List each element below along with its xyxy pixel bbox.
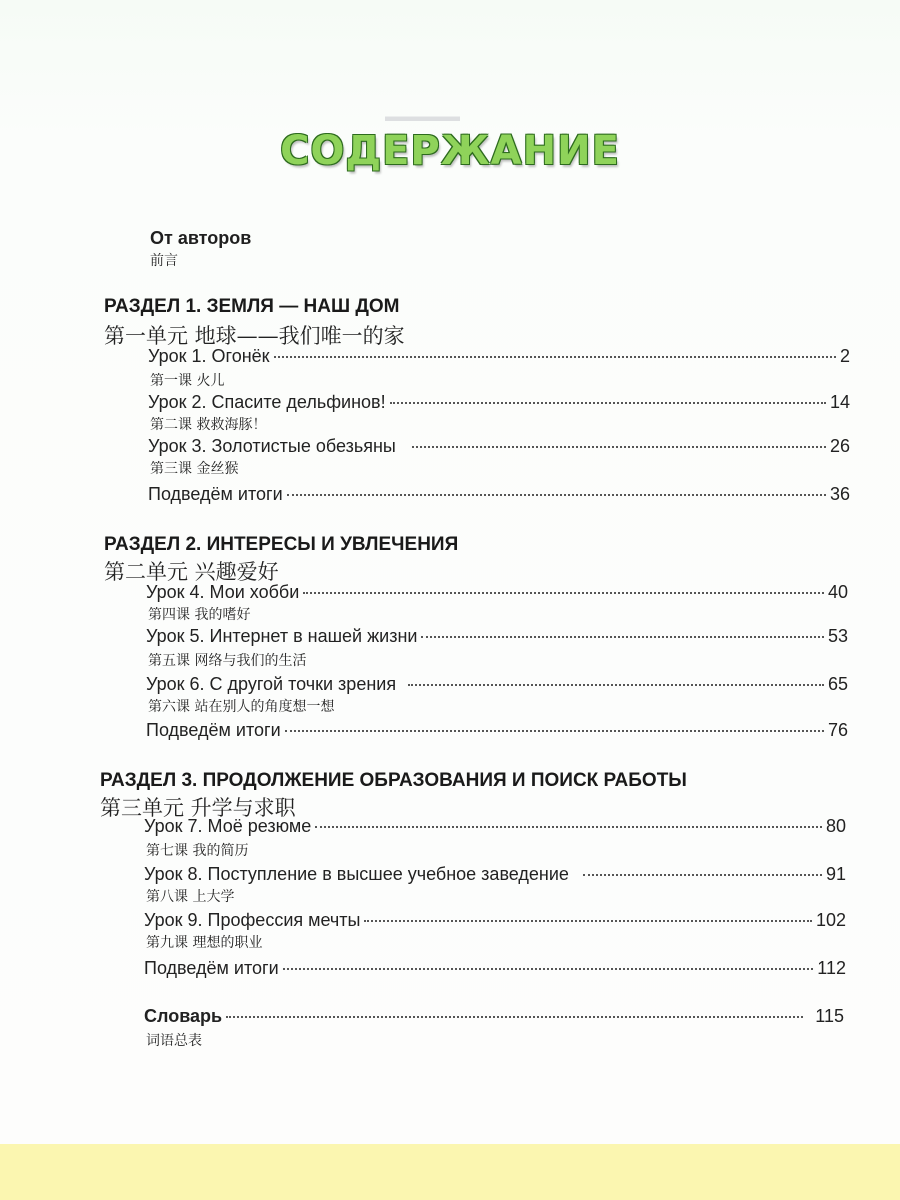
show-through-shading: ▬▬▬▬▬ xyxy=(385,108,460,125)
entry-label: Словарь xyxy=(144,1006,223,1026)
leader-dots xyxy=(364,920,811,922)
preface-label: От авторов xyxy=(150,228,252,248)
section-heading: РАЗДЕЛ 3. ПРОДОЛЖЕНИЕ ОБРАЗОВАНИЯ И ПОИСК РАБОТЫ xyxy=(100,770,687,791)
section-unit-cn: 第一单元 地球——我们唯一的家 xyxy=(104,324,405,348)
preface-cn: 前言 xyxy=(150,253,178,269)
toc-entry[interactable] xyxy=(144,816,846,837)
section-heading: РАЗДЕЛ 1. ЗЕМЛЯ — НАШ ДОМ xyxy=(104,296,400,317)
leader-dots xyxy=(274,356,836,358)
leader-dots xyxy=(226,1016,803,1018)
entry-page: 102 xyxy=(815,910,846,930)
entry-label: Урок 6. С другой точки зрения xyxy=(146,674,397,694)
entry-cn: 第六课 站在别人的角度想一想 xyxy=(148,699,335,715)
toc-entry[interactable] xyxy=(148,346,850,367)
entry-page: 76 xyxy=(827,720,848,740)
page-title: СОДЕРЖАНИЕ xyxy=(280,128,620,174)
entry-label: Подведём итоги xyxy=(146,720,281,740)
section-unit-cn: 第二单元 兴趣爱好 xyxy=(104,560,279,584)
entry-label: Подведём итоги xyxy=(148,484,283,504)
entry-label: Урок 9. Профессия мечты xyxy=(144,910,361,930)
leader-dots xyxy=(390,402,826,404)
leader-dots xyxy=(287,494,826,496)
entry-page: 112 xyxy=(817,958,846,978)
entry-page: 36 xyxy=(829,484,850,504)
entry-label: Урок 5. Интернет в нашей жизни xyxy=(146,626,418,646)
entry-label: Подведём итоги xyxy=(144,958,279,978)
entry-cn: 第三课 金丝猴 xyxy=(150,461,239,477)
toc-entry[interactable] xyxy=(148,484,850,505)
entry-cn: 第五课 网络与我们的生活 xyxy=(148,653,307,669)
leader-dots xyxy=(412,446,826,448)
entry-cn: 第一课 火儿 xyxy=(150,373,225,389)
toc-entry[interactable] xyxy=(144,958,846,979)
entry-cn: 第八课 上大学 xyxy=(146,889,235,905)
entry-page: 14 xyxy=(829,392,850,412)
toc-entry[interactable] xyxy=(146,582,848,603)
entry-page: 53 xyxy=(827,626,848,646)
entry-page: 26 xyxy=(829,436,850,456)
entry-page: 2 xyxy=(839,346,850,366)
section-unit-cn: 第三单元 升学与求职 xyxy=(100,796,296,820)
leader-dots xyxy=(303,592,824,594)
toc-entry[interactable] xyxy=(148,392,850,413)
leader-dots xyxy=(408,684,824,686)
toc-entry[interactable] xyxy=(144,910,846,931)
entry-label: Урок 2. Спасите дельфинов! xyxy=(148,392,386,412)
section-heading: РАЗДЕЛ 2. ИНТЕРЕСЫ И УВЛЕЧЕНИЯ xyxy=(104,534,459,555)
leader-dots xyxy=(583,874,822,876)
entry-cn: 第九课 理想的职业 xyxy=(146,935,263,951)
entry-label: Урок 3. Золотистые обезьяны xyxy=(148,436,396,456)
toc-entry[interactable] xyxy=(146,626,848,647)
entry-cn: 词语总表 xyxy=(146,1033,202,1049)
entry-page: 40 xyxy=(827,582,848,602)
leader-dots xyxy=(285,730,824,732)
toc-entry[interactable] xyxy=(148,436,850,457)
leader-dots xyxy=(421,636,824,638)
toc-entry[interactable] xyxy=(146,674,848,695)
entry-page: 91 xyxy=(825,864,846,884)
entry-label: Урок 4. Мои хобби xyxy=(146,582,300,602)
entry-page: 80 xyxy=(825,816,846,836)
entry-page: 65 xyxy=(827,674,848,694)
entry-cn: 第七课 我的简历 xyxy=(146,843,249,859)
leader-dots xyxy=(283,968,814,970)
entry-label: Урок 7. Моё резюме xyxy=(144,816,312,836)
toc-entry[interactable] xyxy=(144,864,846,885)
toc-entry-dictionary[interactable] xyxy=(144,1006,844,1027)
entry-label: Урок 8. Поступление в высшее учебное заведение xyxy=(144,864,569,884)
page-edge-band xyxy=(0,1144,900,1200)
entry-page: 115 xyxy=(815,1006,844,1026)
entry-label: Урок 1. Огонёк xyxy=(148,346,270,366)
entry-cn: 第四课 我的嗜好 xyxy=(148,607,251,623)
entry-cn: 第二课 救救海豚！ xyxy=(150,417,267,433)
toc-entry[interactable] xyxy=(146,720,848,741)
leader-dots xyxy=(315,826,822,828)
